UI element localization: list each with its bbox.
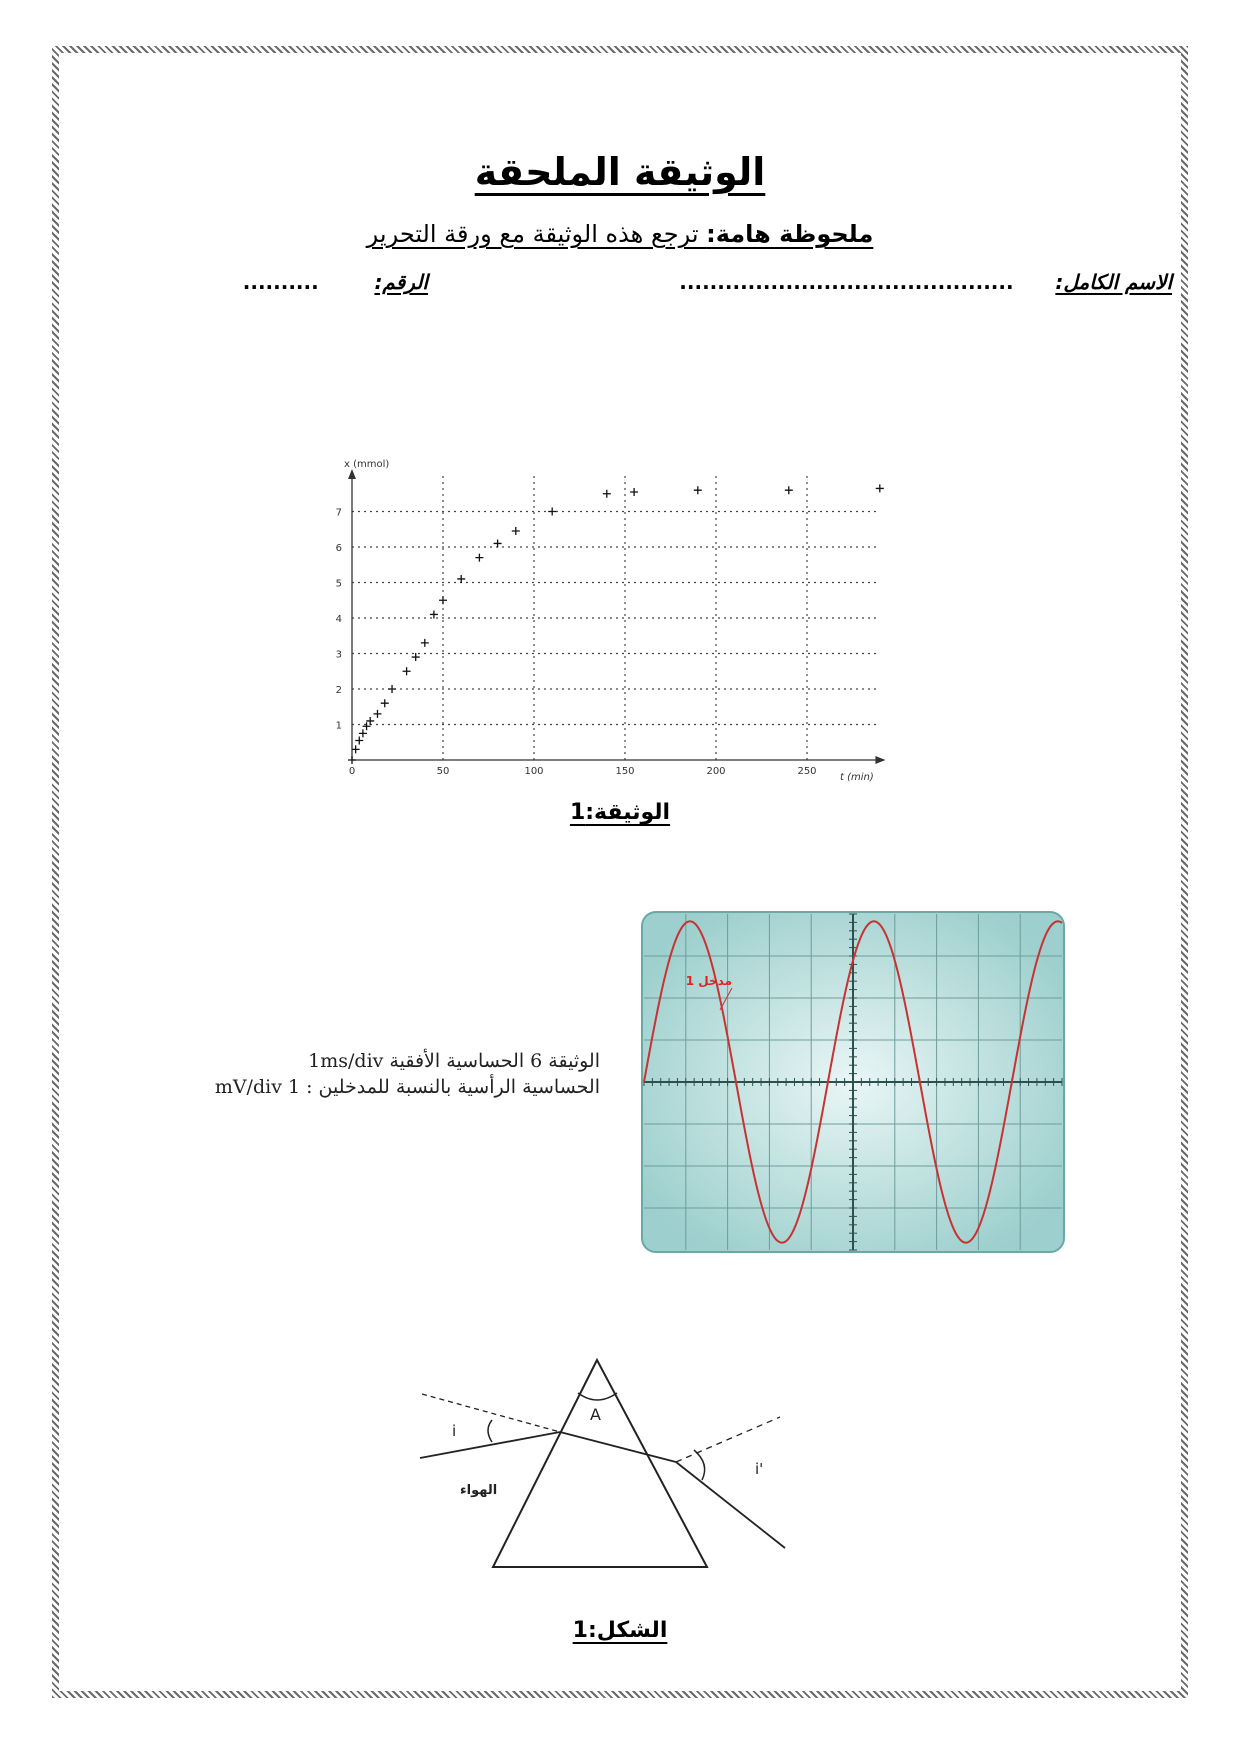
name-blank[interactable]: ............................................ (679, 270, 1014, 294)
data-point-1 (352, 745, 360, 753)
apex-angle-arc (578, 1393, 617, 1400)
name-field (679, 270, 1172, 294)
number-label: الرقم: (374, 270, 428, 294)
number-blank[interactable]: .......... (242, 270, 319, 294)
chart-grid (352, 472, 880, 760)
vertical-sensitivity: الحساسية الرأسية بالنسبة للمدخلين : 1 mV/div (214, 1076, 600, 1098)
chart-x-axis-label: t (min) (840, 772, 874, 783)
incident-ray (420, 1432, 560, 1458)
chart-axes (348, 469, 885, 764)
y-tick-label-2: 2 (335, 685, 342, 696)
y-tick-label-5: 5 (335, 578, 342, 590)
data-point-23 (876, 484, 884, 492)
data-point-4 (363, 722, 371, 730)
data-point-7 (381, 699, 389, 707)
data-point-14 (457, 575, 465, 583)
instruction-note (0, 220, 1240, 248)
emergence-angle-arc (694, 1450, 705, 1480)
y-tick-label-3: 3 (335, 649, 342, 661)
data-point-5 (366, 717, 374, 725)
data-point-9 (403, 667, 411, 675)
x-tick-label-250: 250 (797, 766, 817, 777)
y-tick-label-7: 7 (335, 507, 342, 519)
emergent-normal-dashed (676, 1417, 780, 1462)
x-tick-label-0: 0 (348, 766, 356, 777)
refracted-ray (560, 1432, 676, 1462)
angle-i-prime-label: i' (755, 1460, 764, 1478)
y-tick-label-4: 4 (335, 614, 342, 625)
page-title: الوثيقة الملحقة (474, 150, 766, 194)
chart-points (348, 484, 884, 764)
data-point-18 (548, 508, 556, 516)
y-axis-arrow (348, 469, 356, 479)
data-point-13 (439, 596, 447, 604)
data-point-16 (494, 539, 502, 547)
data-point-15 (475, 554, 483, 562)
name-label: الاسم الكامل: (1055, 270, 1172, 294)
angle-i-label: i (452, 1422, 457, 1440)
chart-tick-labels (336, 508, 817, 778)
x-tick-label-100: 100 (524, 766, 544, 777)
oscilloscope-screen (640, 910, 1066, 1254)
chart-y-axis-label: x (mmol) (344, 459, 390, 470)
data-point-19 (603, 490, 611, 498)
note-label: ملحوظة هامة: (706, 220, 874, 248)
medium-air-label: الهواء (460, 1483, 498, 1498)
horizontal-sensitivity: الوثيقة 6 الحساسية الأفقية 1ms/div (308, 1050, 600, 1072)
data-point-10 (412, 653, 420, 661)
data-point-0 (348, 756, 356, 764)
channel-1-label: مدخل 1 (685, 974, 732, 988)
figure1-caption: الشكل:1 (572, 1618, 668, 1643)
prism-triangle (493, 1360, 707, 1567)
oscilloscope-settings (180, 1048, 600, 1100)
doc1-caption: الوثيقة:1 (569, 800, 671, 825)
data-point-21 (694, 486, 702, 494)
incident-normal-dashed (422, 1394, 560, 1432)
emergent-ray (676, 1462, 785, 1548)
angle-A-label: A (590, 1405, 601, 1424)
y-tick-label-1: 1 (335, 720, 342, 732)
data-point-8 (388, 685, 396, 693)
prism-figure (410, 1352, 830, 1612)
data-point-2 (355, 736, 363, 744)
incidence-angle-arc (488, 1420, 492, 1442)
data-point-22 (785, 486, 793, 494)
data-point-12 (430, 610, 438, 618)
data-point-6 (373, 710, 381, 718)
x-axis-arrow (875, 756, 885, 764)
x-tick-label-50: 50 (436, 766, 450, 777)
number-field (243, 270, 428, 294)
x-tick-label-200: 200 (706, 766, 726, 777)
data-point-11 (421, 639, 429, 647)
reaction-progress-chart (330, 455, 890, 795)
x-tick-label-150: 150 (615, 766, 635, 777)
y-tick-label-6: 6 (335, 543, 342, 554)
data-point-3 (359, 729, 367, 737)
data-point-20 (630, 488, 638, 496)
note-text: ترجع هذه الوثيقة مع ورقة التحرير (366, 220, 699, 248)
data-point-17 (512, 527, 520, 535)
